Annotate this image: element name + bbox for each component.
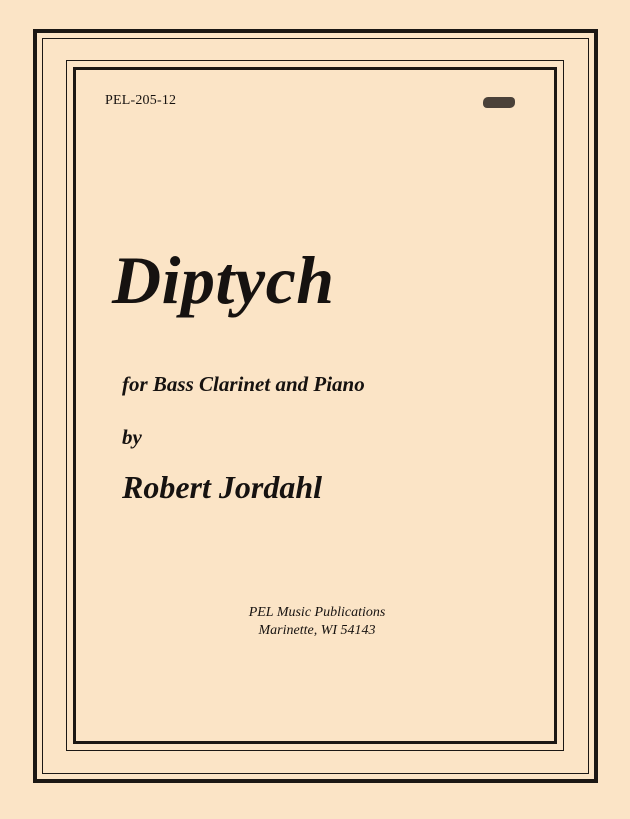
inner-thick-border xyxy=(73,67,557,744)
publisher-address: Marinette, WI 54143 xyxy=(258,623,376,638)
publisher-block xyxy=(200,604,434,640)
catalog-number: PEL-205-12 xyxy=(105,93,177,108)
inner-thin-border xyxy=(66,60,564,751)
outer-thin-border xyxy=(42,38,589,774)
composer-name: Robert Jordahl xyxy=(122,469,323,505)
outer-thick-border xyxy=(33,29,598,783)
obscured-price-mark xyxy=(483,97,515,108)
work-title: Diptych xyxy=(112,242,335,318)
instrumentation-subtitle: for Bass Clarinet and Piano xyxy=(122,372,365,396)
publisher-name: PEL Music Publications xyxy=(248,605,386,620)
by-label: by xyxy=(122,425,142,449)
